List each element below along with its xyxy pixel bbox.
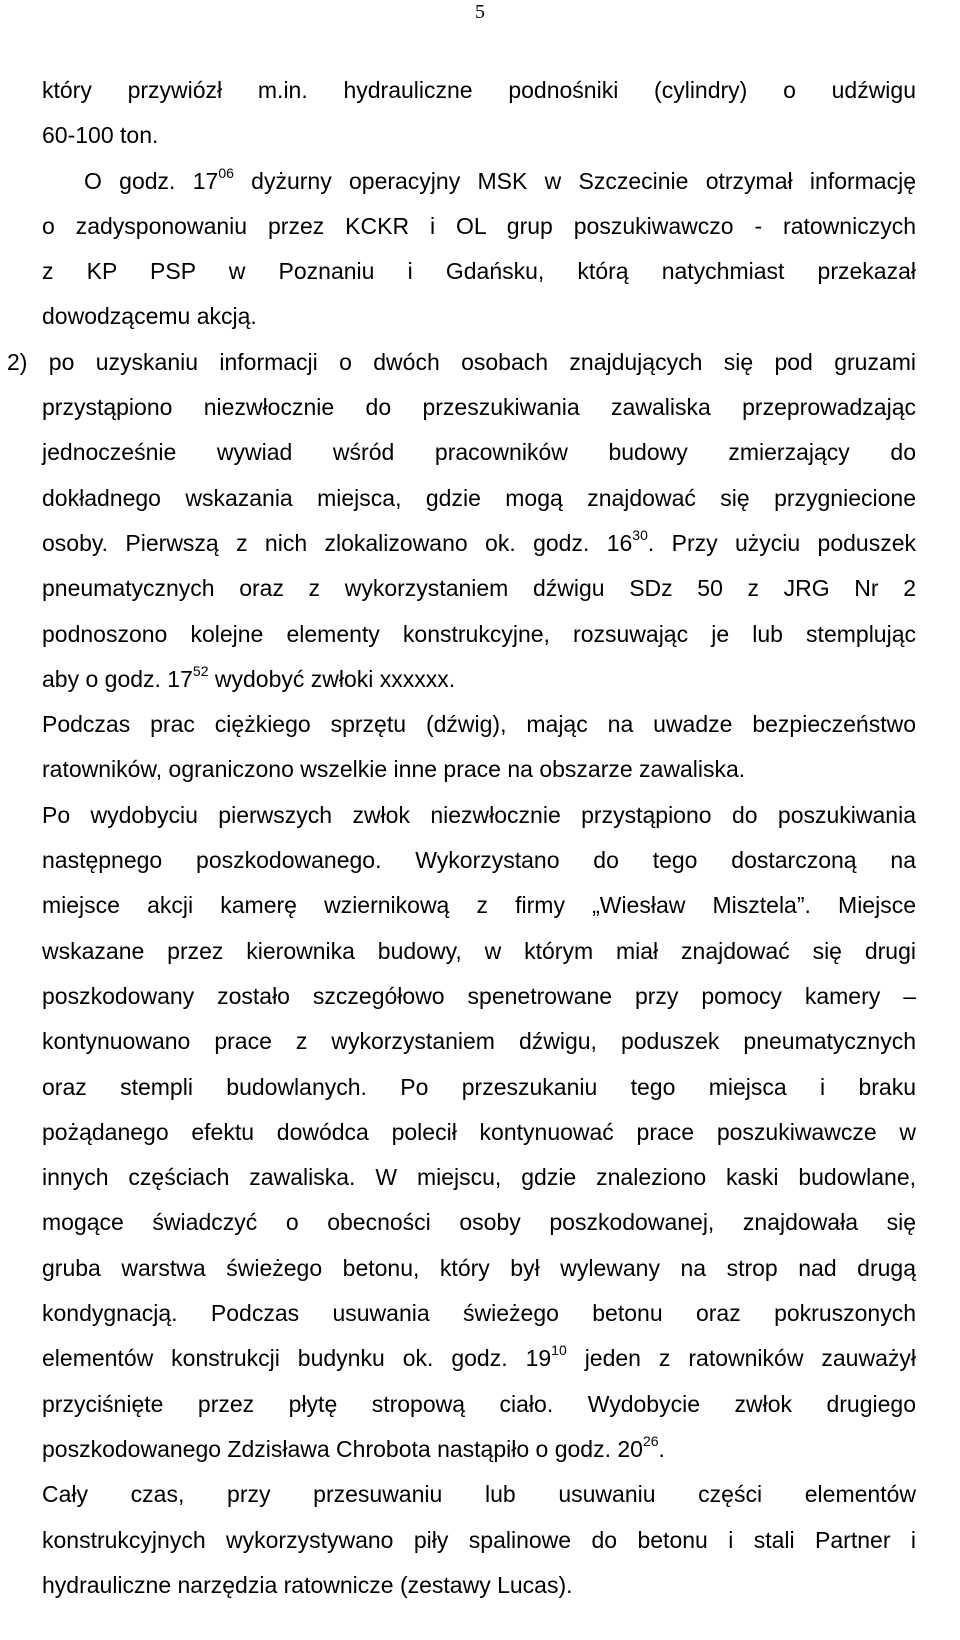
superscript-minutes: 10	[551, 1342, 567, 1359]
text-line: który przywiózł m.in. hydrauliczne podnośniki (cylindry) o udźwigu	[42, 77, 916, 103]
text-line: 2) po uzyskaniu informacji o dwóch osobach znajdujących się pod gruzami	[7, 348, 916, 375]
text-line	[42, 159, 916, 204]
text-line: podnoszono kolejne elementy konstrukcyjne, rozsuwając je lub stemplując	[42, 620, 916, 647]
superscript-minutes: 52	[192, 662, 209, 679]
document-body	[7, 68, 916, 1608]
text-fragment: .	[658, 1435, 665, 1462]
text-line: przyciśnięte przez płytę stropową ciało. Wydobycie zwłok drugiego	[42, 1390, 916, 1417]
page-number: 5	[475, 1, 485, 23]
text-fragment: aby o godz. 17	[42, 665, 193, 692]
text-fragment: jeden z ratowników zauważył	[566, 1345, 916, 1372]
text-line	[42, 657, 916, 702]
text-line: ratowników, ograniczono wszelkie inne prace na obszarze zawaliska.	[42, 756, 746, 783]
text-line: Cały czas, przy przesuwaniu lub usuwaniu części elementów	[42, 1481, 916, 1508]
text-line: dokładnego wskazania miejsca, gdzie mogą znajdować się przygniecione	[42, 484, 916, 511]
superscript-minutes: 06	[218, 164, 234, 181]
text-fragment: osoby. Pierwszą z nich zlokalizowano ok. godz. 16	[42, 529, 633, 556]
text-line: dowodzącemu akcją.	[42, 303, 257, 330]
text-line: pneumatycznych oraz z wykorzystaniem dźwigu SDz 50 z JRG Nr 2	[42, 575, 916, 602]
text-line: 60-100 ton.	[42, 122, 159, 149]
text-fragment: dyżurny operacyjny MSK w Szczecinie otrzymał informację	[233, 167, 916, 194]
text-line: kondygnacją. Podczas usuwania świeżego betonu oraz pokruszonych	[42, 1300, 916, 1327]
text-line: mogące świadczyć o obecności osoby poszkodowanej, znajdowała się	[42, 1209, 916, 1236]
text-line: Po wydobyciu pierwszych zwłok niezwłocznie przystąpiono do poszukiwania	[42, 801, 916, 828]
text-line: jednocześnie wywiad wśród pracowników budowy zmierzający do	[42, 439, 916, 466]
text-line	[42, 1336, 916, 1381]
text-fragment: O godz. 17	[84, 167, 219, 194]
text-line	[42, 521, 916, 566]
superscript-minutes: 30	[632, 526, 648, 543]
superscript-minutes: 26	[642, 1432, 659, 1449]
text-line: przystąpiono niezwłocznie do przeszukiwania zawaliska przeprowadzając	[42, 394, 916, 421]
text-fragment: wydobyć zwłoki xxxxxx.	[208, 665, 456, 692]
text-line	[42, 1427, 916, 1472]
text-line: następnego poszkodowanego. Wykorzystano do tego dostarczoną na	[42, 847, 916, 874]
text-line: pożądanego efektu dowódca polecił kontynuować prace poszukiwawcze w	[42, 1118, 916, 1145]
text-line: innych częściach zawaliska. W miejscu, gdzie znaleziono kaski budowlane,	[42, 1164, 916, 1191]
text-line: z KP PSP w Poznaniu i Gdańsku, którą natychmiast przekazał	[42, 258, 916, 285]
text-fragment: . Przy użyciu poduszek	[647, 529, 916, 556]
text-line: Podczas prac ciężkiego sprzętu (dźwig), mając na uwadze bezpieczeństwo	[42, 711, 916, 738]
text-line: o zadysponowaniu przez KCKR i OL grup poszukiwawczo - ratowniczych	[42, 212, 916, 239]
text-line: konstrukcyjnych wykorzystywano piły spalinowe do betonu i stali Partner i	[42, 1526, 916, 1553]
text-fragment: poszkodowanego Zdzisława Chrobota nastąpiło o godz. 20	[42, 1435, 643, 1462]
text-line: hydrauliczne narzędzia ratownicze (zestawy Lucas).	[42, 1571, 573, 1598]
text-line: oraz stempli budowlanych. Po przeszukaniu tego miejsca i braku	[42, 1073, 916, 1100]
text-line: gruba warstwa świeżego betonu, który był wylewany na strop nad drugą	[42, 1254, 916, 1281]
text-fragment: elementów konstrukcji budynku ok. godz. 19	[42, 1345, 552, 1372]
text-line: kontynuowano prace z wykorzystaniem dźwigu, poduszek pneumatycznych	[42, 1028, 916, 1055]
text-line: miejsce akcji kamerę wziernikową z firmy „Wiesław Misztela”. Miejsce	[42, 892, 916, 919]
text-line: poszkodowany zostało szczegółowo spenetrowane przy pomocy kamery –	[42, 982, 916, 1009]
text-line: wskazane przez kierownika budowy, w którym miał znajdować się drugi	[42, 937, 916, 964]
